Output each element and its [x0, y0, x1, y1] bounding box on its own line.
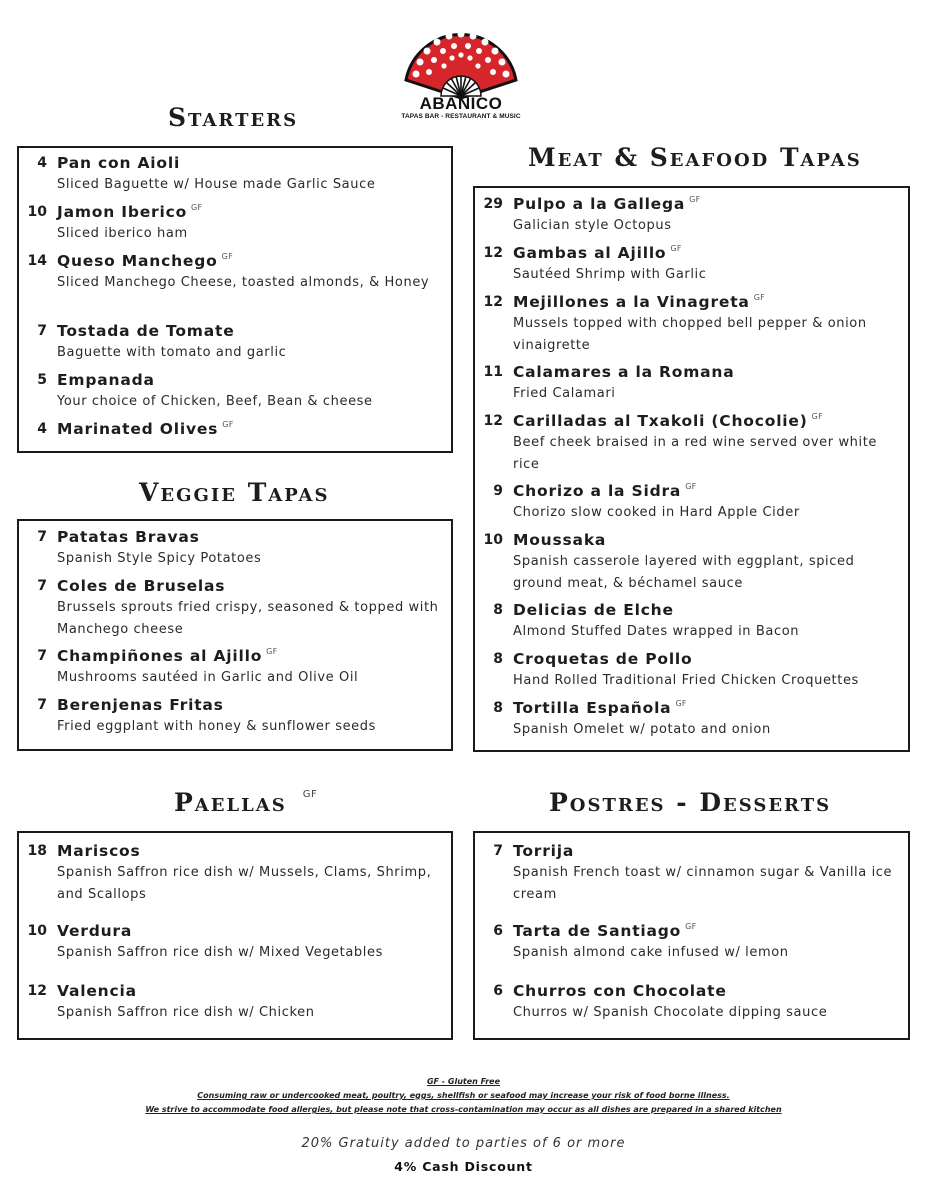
menu-item-name — [513, 650, 693, 668]
menu-item-name-text: Torrija — [513, 842, 575, 860]
menu-item-price: 7 — [37, 529, 47, 545]
menu-item-price: 7 — [37, 578, 47, 594]
menu-item-price: 8 — [493, 700, 503, 716]
menu-item-name-text: Coles de Bruselas — [57, 577, 226, 595]
menu-item-price: 29 — [483, 196, 503, 212]
menu-item-price: 4 — [37, 155, 47, 171]
menu-item-name — [513, 922, 697, 940]
menu-item-description: Spanish casserole layered with eggplant, spiced ground meat, & béchamel sauce — [513, 554, 855, 591]
gluten-free-mark: GF — [266, 647, 278, 656]
menu-item-description: Baguette with tomato and garlic — [57, 345, 287, 360]
menu-item-name — [513, 195, 701, 213]
menu-item-description: Spanish Style Spicy Potatoes — [57, 551, 262, 566]
menu-item-name — [513, 293, 765, 311]
menu-item-name — [513, 982, 727, 1000]
menu-item-name — [57, 322, 235, 340]
menu-item-price: 12 — [27, 983, 47, 999]
menu-item-name — [57, 528, 200, 546]
menu-item-name — [57, 420, 234, 438]
menu-item-description: Your choice of Chicken, Beef, Bean & cheese — [57, 394, 373, 409]
menu-item-description: Spanish French toast w/ cinnamon sugar & Vanilla ice cream — [513, 865, 893, 902]
paellas-menu-box — [17, 831, 453, 1040]
menu-item-price: 4 — [37, 421, 47, 437]
meat-seafood-menu-box — [473, 186, 910, 752]
allergy-notice: We strive to accommodate food allergies, but please note that cross-contamination may occur as all dishes are prepared in a shared kitchen — [145, 1105, 782, 1114]
menu-item-name — [513, 482, 697, 500]
brand-name: ABANICO — [419, 94, 503, 113]
menu-item-description: Almond Stuffed Dates wrapped in Bacon — [513, 624, 800, 639]
menu-item-name-text: Delicias de Elche — [513, 601, 674, 619]
menu-item-name — [513, 363, 735, 381]
menu-item-name-text: Moussaka — [513, 531, 607, 549]
menu-item-price: 8 — [493, 651, 503, 667]
menu-item-name-text: Berenjenas Fritas — [57, 696, 224, 714]
menu-item-name — [513, 842, 574, 860]
menu-item-description: Sliced iberico ham — [57, 226, 188, 241]
menu-item-name-text: Mejillones a la Vinagreta — [513, 293, 750, 311]
menu-item-description: Spanish Saffron rice dish w/ Mussels, Clams, Shrimp, and Scallops — [57, 865, 432, 902]
menu-item-name-text: Croquetas de Pollo — [513, 650, 693, 668]
menu-item-description: Spanish almond cake infused w/ lemon — [513, 945, 789, 960]
menu-item-name-text: Patatas Bravas — [57, 528, 200, 546]
gf-legend: GF - Gluten Free — [426, 1077, 501, 1086]
gluten-free-mark: GF — [675, 699, 687, 708]
menu-item-name-text: Tortilla Española — [513, 699, 672, 717]
menu-item-description: Spanish Omelet w/ potato and onion — [513, 722, 771, 737]
starters-menu-box — [17, 146, 453, 453]
menu-item-price: 6 — [493, 923, 503, 939]
menu-item-name-text: Pan con Aioli — [57, 154, 181, 172]
menu-item-name — [513, 412, 823, 430]
menu-item-name-text: Chorizo a la Sidra — [513, 482, 682, 500]
gluten-free-mark: GF — [221, 252, 233, 261]
menu-item-name-text: Marinated Olives — [57, 420, 219, 438]
menu-item-description: Beef cheek braised in a red wine served over white rice — [513, 435, 878, 472]
gluten-free-mark: GF — [685, 482, 697, 491]
menu-item-name-text: Churros con Chocolate — [513, 982, 727, 1000]
menu-item-name — [57, 922, 132, 940]
menu-item-name — [513, 601, 674, 619]
raw-food-warning: Consuming raw or undercooked meat, poultry, eggs, shellfish or seafood may increase your risk of food borne illness. — [197, 1091, 730, 1100]
menu-item-name-text: Empanada — [57, 371, 155, 389]
menu-item-description: Fried eggplant with honey & sunflower seeds — [57, 719, 377, 734]
menu-item-description: Churros w/ Spanish Chocolate dipping sauce — [513, 1005, 828, 1020]
menu-item-price: 10 — [27, 923, 47, 939]
menu-item-description: Sliced Baguette w/ House made Garlic Sauce — [57, 177, 376, 192]
menu-item-name-text: Calamares a la Romana — [513, 363, 735, 381]
desserts-menu-box — [473, 831, 910, 1040]
menu-item-name — [57, 842, 141, 860]
menu-item-price: 9 — [493, 483, 503, 499]
menu-item-name — [57, 982, 137, 1000]
menu-item-price: 7 — [37, 648, 47, 664]
menu-item-description: Mussels topped with chopped bell pepper & onion vinaigrette — [513, 316, 867, 353]
menu-item-description: Mushrooms sautéed in Garlic and Olive Oil — [57, 670, 359, 685]
menu-item-price: 14 — [27, 253, 47, 269]
menu-item-name — [57, 252, 233, 270]
section-title-paellas — [174, 788, 317, 817]
menu-item-description: Sautéed Shrimp with Garlic — [513, 267, 707, 282]
menu-item-price: 10 — [27, 204, 47, 220]
menu-item-price: 11 — [483, 364, 503, 380]
menu-item-name-text: Champiñones al Ajillo — [57, 647, 263, 665]
section-title-desserts: Postres - Desserts — [549, 788, 832, 817]
menu-item-price: 7 — [37, 697, 47, 713]
menu-item-price: 18 — [27, 843, 47, 859]
menu-item-description: Fried Calamari — [513, 386, 616, 401]
menu-item-name — [513, 531, 606, 549]
menu-item-price: 6 — [493, 983, 503, 999]
menu-item-price: 7 — [493, 843, 503, 859]
brand-tagline: TAPAS BAR - RESTAURANT & MUSIC — [401, 113, 521, 120]
menu-item-price: 12 — [483, 413, 503, 429]
menu-item-price: 10 — [483, 532, 503, 548]
menu-item-description: Spanish Saffron rice dish w/ Chicken — [57, 1005, 315, 1020]
paellas-title-text: Paellas — [174, 788, 287, 817]
menu-item-price: 12 — [483, 294, 503, 310]
gluten-free-mark: GF — [685, 922, 697, 931]
menu-item-name-text: Queso Manchego — [57, 252, 218, 270]
menu-item-name — [57, 203, 202, 221]
menu-item-price: 5 — [37, 372, 47, 388]
menu-item-description: Galician style Octopus — [513, 218, 672, 233]
paellas-gf-mark: GF — [302, 789, 318, 800]
menu-item-name-text: Verdura — [57, 922, 133, 940]
gluten-free-mark: GF — [670, 244, 682, 253]
menu-item-description: Hand Rolled Traditional Fried Chicken Croquettes — [513, 673, 859, 688]
section-title-veggie: Veggie Tapas — [139, 478, 330, 507]
menu-item-name — [513, 244, 682, 262]
gluten-free-mark: GF — [689, 195, 701, 204]
veggie-menu-box — [17, 519, 453, 751]
section-title-meat-seafood: Meat & Seafood Tapas — [528, 143, 862, 172]
menu-item-price: 8 — [493, 602, 503, 618]
menu-item-name-text: Mariscos — [57, 842, 141, 860]
menu-item-price: 12 — [483, 245, 503, 261]
menu-item-price: 7 — [37, 323, 47, 339]
menu-item-name-text: Tostada de Tomate — [57, 322, 235, 340]
menu-item-name-text: Pulpo a la Gallega — [513, 195, 686, 213]
menu-item-description: Sliced Manchego Cheese, toasted almonds, & Honey — [57, 275, 430, 290]
menu-item-name-text: Gambas al Ajillo — [513, 244, 667, 262]
gluten-free-mark: GF — [191, 203, 203, 212]
menu-item-description: Brussels sprouts fried crispy, seasoned & topped with Manchego cheese — [57, 600, 439, 637]
cash-discount-note: 4% Cash Discount — [394, 1159, 533, 1174]
menu-item-description: Chorizo slow cooked in Hard Apple Cider — [513, 505, 800, 520]
menu-item-description: Spanish Saffron rice dish w/ Mixed Vegetables — [57, 945, 383, 960]
menu-item-name — [57, 577, 225, 595]
gratuity-note: 20% Gratuity added to parties of 6 or more — [301, 1136, 626, 1151]
menu-item-name — [57, 647, 278, 665]
section-title-starters: Starters — [168, 103, 299, 132]
menu-item-name-text: Carilladas al Txakoli (Chocolie) — [513, 412, 808, 430]
menu-item-name — [513, 699, 687, 717]
gluten-free-mark: GF — [811, 412, 824, 421]
menu-item-name-text: Valencia — [57, 982, 137, 1000]
menu-item-name — [57, 696, 224, 714]
menu-item-name-text: Tarta de Santiago — [513, 922, 682, 940]
gluten-free-mark: GF — [753, 293, 766, 302]
menu-item-name — [57, 371, 155, 389]
gluten-free-mark: GF — [222, 420, 234, 429]
menu-item-name — [57, 154, 180, 172]
menu-item-name-text: Jamon Iberico — [57, 203, 188, 221]
